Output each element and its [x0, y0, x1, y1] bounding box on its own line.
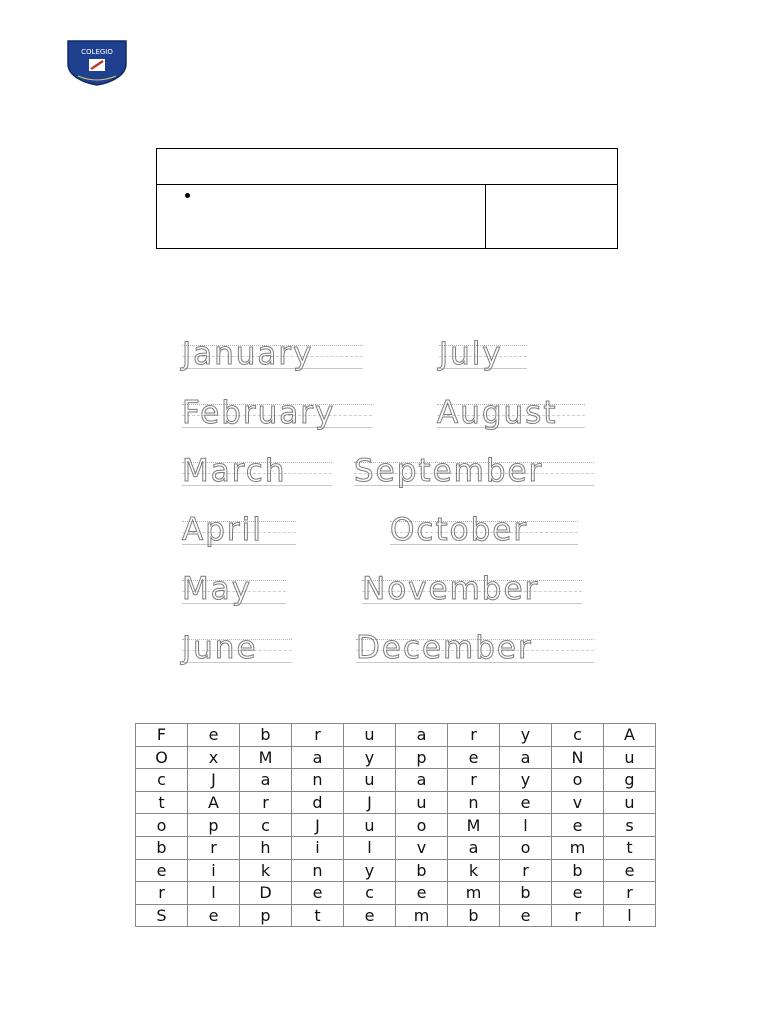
word-search-cell[interactable]: o: [500, 836, 552, 859]
month-label: November: [362, 571, 540, 607]
word-search-cell[interactable]: b: [396, 859, 448, 882]
word-search-cell[interactable]: b: [500, 882, 552, 905]
word-search-cell[interactable]: b: [240, 724, 292, 747]
word-search-cell[interactable]: m: [448, 882, 500, 905]
word-search-cell[interactable]: D: [240, 882, 292, 905]
month-label: April: [182, 512, 263, 548]
word-search-cell[interactable]: g: [604, 769, 656, 792]
month-label: August: [437, 395, 558, 431]
word-search-cell[interactable]: b: [136, 836, 188, 859]
word-search-cell[interactable]: o: [136, 814, 188, 837]
word-search-cell[interactable]: r: [448, 769, 500, 792]
word-search-cell[interactable]: m: [552, 836, 604, 859]
trace-month-november: [362, 571, 582, 610]
word-search-cell[interactable]: r: [604, 882, 656, 905]
word-search-cell[interactable]: l: [188, 882, 240, 905]
trace-month-january: [182, 336, 363, 375]
word-search-cell[interactable]: x: [188, 746, 240, 769]
word-search-cell[interactable]: M: [240, 746, 292, 769]
word-search-row: [136, 769, 656, 792]
word-search-cell[interactable]: n: [448, 791, 500, 814]
word-search-cell[interactable]: v: [396, 836, 448, 859]
word-search-cell[interactable]: M: [448, 814, 500, 837]
word-search-cell[interactable]: e: [604, 859, 656, 882]
word-search-row: [136, 904, 656, 927]
word-search-row: [136, 882, 656, 905]
word-search-cell[interactable]: e: [292, 882, 344, 905]
word-search-row: [136, 836, 656, 859]
word-search-cell[interactable]: p: [188, 814, 240, 837]
word-search-cell[interactable]: a: [448, 836, 500, 859]
word-search-cell[interactable]: O: [136, 746, 188, 769]
word-search-grid: [135, 723, 656, 927]
word-search-row: [136, 724, 656, 747]
word-search-cell[interactable]: v: [552, 791, 604, 814]
word-search-cell[interactable]: y: [500, 769, 552, 792]
word-search-cell[interactable]: u: [344, 724, 396, 747]
word-search-cell[interactable]: a: [292, 746, 344, 769]
word-search-cell[interactable]: S: [136, 904, 188, 927]
word-search-cell[interactable]: s: [604, 814, 656, 837]
word-search-cell[interactable]: r: [552, 904, 604, 927]
month-label: July: [439, 336, 503, 372]
month-label: February: [182, 395, 336, 431]
logo-text: COLEGIO: [81, 48, 113, 56]
word-search-row: [136, 791, 656, 814]
word-search-cell[interactable]: u: [344, 769, 396, 792]
word-search-cell[interactable]: h: [240, 836, 292, 859]
word-search-cell[interactable]: i: [292, 836, 344, 859]
word-search-cell[interactable]: J: [344, 791, 396, 814]
word-search-cell[interactable]: u: [604, 791, 656, 814]
trace-month-february: [182, 395, 372, 434]
word-search-row: [136, 814, 656, 837]
word-search-cell[interactable]: k: [240, 859, 292, 882]
word-search-cell[interactable]: n: [292, 859, 344, 882]
word-search-cell[interactable]: l: [604, 904, 656, 927]
trace-month-october: [390, 512, 578, 551]
word-search-cell[interactable]: e: [552, 814, 604, 837]
word-search-cell[interactable]: e: [500, 904, 552, 927]
bullet-point: [185, 193, 190, 198]
word-search-cell[interactable]: c: [240, 814, 292, 837]
trace-month-april: [182, 512, 296, 551]
word-search-cell[interactable]: c: [136, 769, 188, 792]
word-search-cell[interactable]: e: [448, 746, 500, 769]
word-search-cell[interactable]: b: [552, 859, 604, 882]
trace-month-march: [182, 453, 332, 492]
word-search-cell[interactable]: A: [604, 724, 656, 747]
word-search-cell[interactable]: l: [500, 814, 552, 837]
word-search-cell[interactable]: c: [344, 882, 396, 905]
word-search-cell[interactable]: i: [188, 859, 240, 882]
word-search-cell[interactable]: l: [344, 836, 396, 859]
word-search-cell[interactable]: e: [188, 904, 240, 927]
word-search-cell[interactable]: n: [292, 769, 344, 792]
word-search-cell[interactable]: u: [604, 746, 656, 769]
month-label: January: [182, 336, 314, 372]
word-search-cell[interactable]: p: [240, 904, 292, 927]
word-search-cell[interactable]: e: [344, 904, 396, 927]
word-search-cell[interactable]: m: [396, 904, 448, 927]
word-search-cell[interactable]: t: [292, 904, 344, 927]
month-label: September: [354, 453, 544, 489]
info-cell-right: [486, 185, 617, 248]
month-label: October: [390, 512, 529, 548]
header-info-table: [156, 148, 618, 249]
word-search-cell[interactable]: e: [552, 882, 604, 905]
info-cell-left: [157, 185, 486, 248]
month-label: December: [356, 630, 533, 666]
word-search-cell[interactable]: t: [604, 836, 656, 859]
word-search-cell[interactable]: p: [396, 746, 448, 769]
word-search-cell[interactable]: A: [188, 791, 240, 814]
trace-month-september: [354, 453, 594, 492]
month-label: March: [182, 453, 287, 489]
school-logo: [64, 38, 130, 86]
word-search-cell[interactable]: y: [344, 859, 396, 882]
word-search-cell[interactable]: r: [188, 836, 240, 859]
month-label: June: [182, 630, 258, 666]
word-search-cell[interactable]: N: [552, 746, 604, 769]
word-search-cell[interactable]: J: [292, 814, 344, 837]
word-search-cell[interactable]: y: [500, 724, 552, 747]
word-search-cell[interactable]: o: [396, 814, 448, 837]
word-search-cell[interactable]: a: [500, 746, 552, 769]
word-search-cell[interactable]: u: [344, 814, 396, 837]
word-search-cell[interactable]: e: [500, 791, 552, 814]
trace-month-may: [182, 571, 286, 610]
word-search-cell[interactable]: r: [240, 791, 292, 814]
trace-month-august: [437, 395, 585, 434]
word-search-cell[interactable]: k: [448, 859, 500, 882]
trace-month-june: [182, 630, 292, 669]
word-search-cell[interactable]: y: [344, 746, 396, 769]
word-search-cell[interactable]: c: [552, 724, 604, 747]
word-search-cell[interactable]: r: [500, 859, 552, 882]
trace-month-july: [439, 336, 527, 375]
word-search-row: [136, 746, 656, 769]
word-search-cell[interactable]: e: [136, 859, 188, 882]
word-search-cell[interactable]: b: [448, 904, 500, 927]
word-search-row: [136, 859, 656, 882]
word-search-cell[interactable]: u: [396, 791, 448, 814]
word-search-cell[interactable]: J: [188, 769, 240, 792]
word-search-cell[interactable]: r: [136, 882, 188, 905]
word-search-cell[interactable]: F: [136, 724, 188, 747]
word-search-cell[interactable]: r: [448, 724, 500, 747]
word-search-cell[interactable]: d: [292, 791, 344, 814]
info-row-top: [157, 149, 617, 185]
word-search-cell[interactable]: o: [552, 769, 604, 792]
word-search-cell[interactable]: a: [396, 724, 448, 747]
month-label: May: [182, 571, 253, 607]
word-search-cell[interactable]: r: [292, 724, 344, 747]
word-search-cell[interactable]: a: [396, 769, 448, 792]
word-search-cell[interactable]: e: [188, 724, 240, 747]
word-search-cell[interactable]: t: [136, 791, 188, 814]
trace-month-december: [356, 630, 594, 669]
word-search-cell[interactable]: e: [396, 882, 448, 905]
word-search-cell[interactable]: a: [240, 769, 292, 792]
